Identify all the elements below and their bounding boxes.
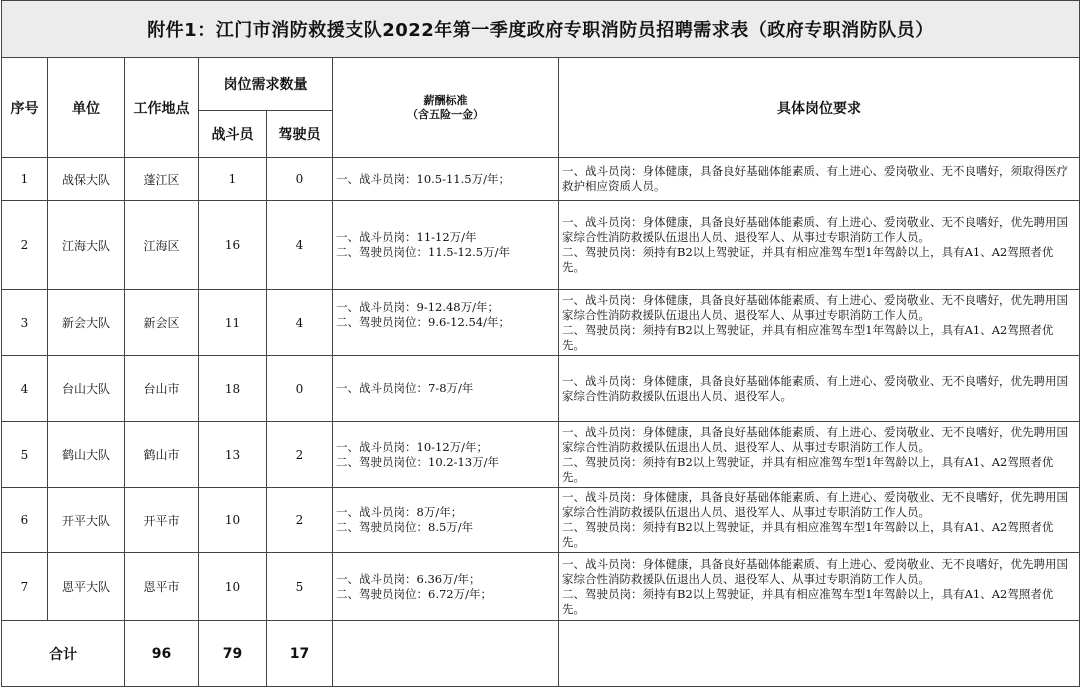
row-location: 江海区 (125, 201, 199, 290)
requirement-line: 二、驾驶员岗：须持有B2以上驾驶证，并具有相应准驾车型1年驾龄以上，具有A1、A2驾照者优先。 (562, 454, 1054, 484)
requirement-line: 一、战斗员岗：身体健康，具备良好基础体能素质、有上进心、爱岗敬业、无不良嗜好，优先聘用国家综合性消防救援队伍退出人员、退役军人、从事过专职消防工作人员。 (562, 556, 1068, 586)
row-index: 7 (2, 553, 48, 621)
row-driver: 5 (267, 553, 333, 621)
header-salary (333, 58, 559, 158)
table-title: 附件1：江门市消防救援支队2022年第一季度政府专职消防员招聘需求表（政府专职消防队员） (2, 1, 1080, 58)
salary-line: 二、驾驶员岗位：6.72万/年； (336, 586, 492, 601)
total-label: 合计 (2, 621, 125, 687)
row-requirements (559, 158, 1080, 201)
table-row (2, 290, 1080, 356)
salary-line: 一、战斗员岗：10-12万/年； (336, 439, 489, 454)
salary-line: 一、战斗员岗位：7-8万/年 (336, 381, 474, 395)
salary-line: 一、战斗员岗：11-12万/年 (336, 230, 477, 244)
salary-line: 二、驾驶员岗位：8.5万/年 (336, 520, 474, 534)
row-location: 鹤山市 (125, 422, 199, 488)
row-salary (333, 356, 559, 422)
total-requirements-empty (559, 621, 1080, 687)
row-requirements (559, 290, 1080, 356)
requirement-line: 一、战斗员岗：身体健康，具备良好基础体能素质、有上进心、爱岗敬业、无不良嗜好，优先聘用国家综合性消防救援队伍退出人员、退役军人、从事过专职消防工作人员。 (562, 292, 1068, 322)
salary-line: 二、驾驶员岗位：11.5-12.5万/年 (336, 245, 510, 259)
row-driver: 0 (267, 356, 333, 422)
row-driver: 2 (267, 422, 333, 488)
row-fighter: 18 (199, 356, 267, 422)
row-location: 蓬江区 (125, 158, 199, 201)
total-location: 96 (125, 621, 199, 687)
requirement-line: 二、驾驶员岗：须持有B2以上驾驶证，并具有相应准驾车型1年驾龄以上，具有A1、A2驾照者优先。 (562, 520, 1054, 549)
header-salary-line2: （含五险一金） (407, 107, 484, 121)
row-location: 新会区 (125, 290, 199, 356)
requirement-line: 一、战斗员岗：身体健康，具备良好基础体能素质、有上进心、爱岗敬业、无不良嗜好，须取得医疗救护相应资质人员。 (562, 164, 1068, 193)
row-fighter: 1 (199, 158, 267, 201)
recruitment-table (1, 0, 1080, 687)
row-requirements (559, 201, 1080, 290)
row-location: 台山市 (125, 356, 199, 422)
header-demand: 岗位需求数量 (199, 58, 333, 111)
salary-line: 一、战斗员岗：10.5-11.5万/年； (336, 171, 510, 186)
row-unit: 战保大队 (48, 158, 125, 201)
row-fighter: 10 (199, 488, 267, 553)
row-unit: 新会大队 (48, 290, 125, 356)
table-row (2, 356, 1080, 422)
row-salary (333, 201, 559, 290)
row-fighter: 10 (199, 553, 267, 621)
requirement-line: 一、战斗员岗：身体健康，具备良好基础体能素质、有上进心、爱岗敬业、无不良嗜好，优先聘用国家综合性消防救援队伍退出人员、退役军人、从事过专职消防工作人员。 (562, 490, 1068, 519)
salary-line: 二、驾驶员岗位：10.2-13万/年 (336, 454, 499, 469)
row-location: 恩平市 (125, 553, 199, 621)
row-unit: 鹤山大队 (48, 422, 125, 488)
row-index: 5 (2, 422, 48, 488)
row-requirements (559, 356, 1080, 422)
row-driver: 0 (267, 158, 333, 201)
row-driver: 2 (267, 488, 333, 553)
row-fighter: 11 (199, 290, 267, 356)
salary-line: 一、战斗员岗：8万/年； (336, 505, 463, 519)
header-salary-line1: 薪酬标准 (423, 93, 468, 107)
table-row (2, 422, 1080, 488)
row-fighter: 16 (199, 201, 267, 290)
row-requirements (559, 553, 1080, 621)
table-row (2, 488, 1080, 553)
table-row (2, 201, 1080, 290)
row-driver: 4 (267, 201, 333, 290)
requirement-line: 一、战斗员岗：身体健康，具备良好基础体能素质、有上进心、爱岗敬业、无不良嗜好，优先聘用国家综合性消防救援队伍退出人员、退役军人。 (562, 373, 1068, 403)
header-location: 工作地点 (125, 58, 199, 158)
row-requirements (559, 488, 1080, 553)
row-salary (333, 290, 559, 356)
row-index: 2 (2, 201, 48, 290)
header-unit: 单位 (48, 58, 125, 158)
row-salary (333, 422, 559, 488)
row-index: 4 (2, 356, 48, 422)
requirement-line: 一、战斗员岗：身体健康，具备良好基础体能素质、有上进心、爱岗敬业、无不良嗜好，优先聘用国家综合性消防救援队伍退出人员、退役军人、从事过专职消防工作人员。 (562, 424, 1068, 454)
row-index: 1 (2, 158, 48, 201)
table-row (2, 553, 1080, 621)
requirement-line: 二、驾驶员岗：须持有B2以上驾驶证，并具有相应准驾车型1年驾龄以上，具有A1、A2驾照者优先。 (562, 586, 1054, 616)
row-salary (333, 158, 559, 201)
row-index: 6 (2, 488, 48, 553)
total-salary-empty (333, 621, 559, 687)
salary-line: 二、驾驶员岗位：9.6-12.54/年； (336, 315, 510, 329)
row-fighter: 13 (199, 422, 267, 488)
row-unit: 开平大队 (48, 488, 125, 553)
header-driver: 驾驶员 (267, 111, 333, 158)
salary-line: 一、战斗员岗：6.36万/年； (336, 571, 481, 586)
row-driver: 4 (267, 290, 333, 356)
row-unit: 台山大队 (48, 356, 125, 422)
row-index: 3 (2, 290, 48, 356)
header-fighter: 战斗员 (199, 111, 267, 158)
total-fighter: 79 (199, 621, 267, 687)
table-row (2, 158, 1080, 201)
row-requirements (559, 422, 1080, 488)
total-row (2, 621, 1080, 687)
row-location: 开平市 (125, 488, 199, 553)
row-unit: 恩平大队 (48, 553, 125, 621)
total-driver: 17 (267, 621, 333, 687)
header-requirements: 具体岗位要求 (559, 58, 1080, 158)
requirement-line: 二、驾驶员岗：须持有B2以上驾驶证，并具有相应准驾车型1年驾龄以上，具有A1、A2驾照者优先。 (562, 322, 1054, 352)
requirement-line: 二、驾驶员岗：须持有B2以上驾驶证，并具有相应准驾车型1年驾龄以上，具有A1、A2驾照者优先。 (562, 245, 1054, 274)
row-salary (333, 488, 559, 553)
row-salary (333, 553, 559, 621)
salary-line: 一、战斗员岗：9-12.48万/年； (336, 300, 499, 314)
row-unit: 江海大队 (48, 201, 125, 290)
header-index: 序号 (2, 58, 48, 158)
requirement-line: 一、战斗员岗：身体健康，具备良好基础体能素质、有上进心、爱岗敬业、无不良嗜好，优先聘用国家综合性消防救援队伍退出人员、退役军人、从事过专职消防工作人员。 (562, 215, 1068, 244)
